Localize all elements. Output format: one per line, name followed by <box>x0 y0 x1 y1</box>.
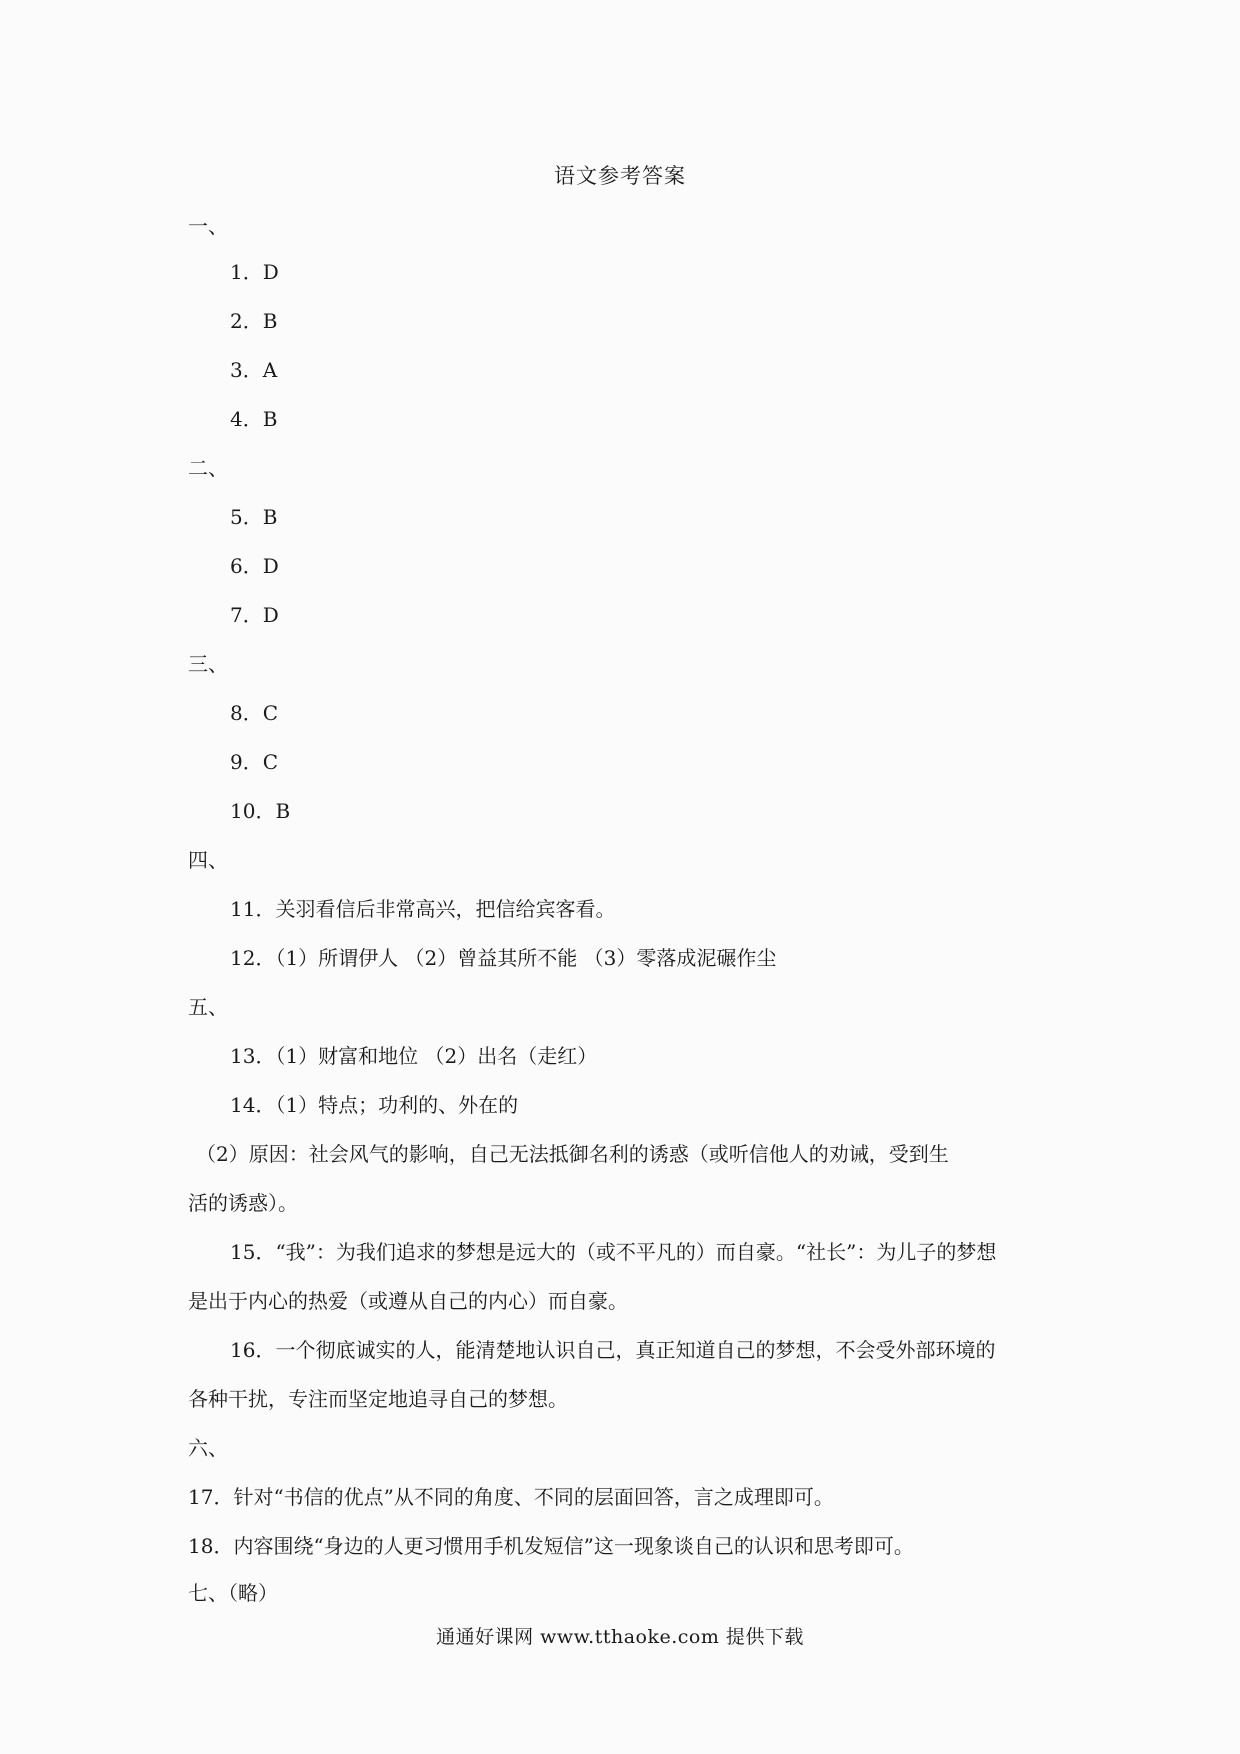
section-heading-6: 六、 <box>188 1436 228 1460</box>
answer-2: 2．B <box>230 309 278 333</box>
answer-3: 3．A <box>230 358 278 382</box>
footer-source: 通通好课网 www.tthaoke.com 提供下载 <box>436 1626 804 1648</box>
answer-14-part-2-line-1: （2）原因：社会风气的影响，自己无法抵御名利的诱惑（或听信他人的劝诫，受到生 <box>196 1142 949 1166</box>
answer-9: 9．C <box>230 750 279 774</box>
section-heading-7: 七、（略） <box>188 1581 278 1605</box>
answer-12: 12．（1）所谓伊人 （2）曾益其所不能 （3）零落成泥碾作尘 <box>230 946 777 970</box>
answer-14-part-2-line-2: 活的诱惑）。 <box>188 1191 298 1215</box>
section-heading-5: 五、 <box>188 995 228 1019</box>
answer-1: 1．D <box>230 260 279 284</box>
answer-4: 4．B <box>230 407 278 431</box>
answer-18: 18．内容围绕“身边的人更习惯用手机发短信”这一现象谈自己的认识和思考即可。 <box>188 1534 914 1558</box>
answer-6: 6．D <box>230 554 279 578</box>
page-title: 语文参考答案 <box>554 164 686 188</box>
section-heading-2: 二、 <box>188 456 228 480</box>
answer-15-line-2: 是出于内心的热爱（或遵从自己的内心）而自豪。 <box>188 1289 628 1313</box>
answer-8: 8．C <box>230 701 279 725</box>
answer-14-part-1: 14．（1）特点；功利的、外在的 <box>230 1093 519 1117</box>
answer-16-line-1: 16．一个彻底诚实的人，能清楚地认识自己，真正知道自己的梦想，不会受外部环境的 <box>230 1338 996 1362</box>
answer-16-line-2: 各种干扰，专注而坚定地追寻自己的梦想。 <box>188 1387 568 1411</box>
answer-5: 5．B <box>230 505 278 529</box>
answer-17: 17．针对“书信的优点”从不同的角度、不同的层面回答，言之成理即可。 <box>188 1485 834 1509</box>
answer-10: 10．B <box>230 799 291 823</box>
section-heading-4: 四、 <box>188 848 228 872</box>
section-heading-3: 三、 <box>188 652 228 676</box>
answer-11: 11．关羽看信后非常高兴，把信给宾客看。 <box>230 897 616 921</box>
section-heading-1: 一、 <box>188 214 228 238</box>
answer-7: 7．D <box>230 603 279 627</box>
answer-15-line-1: 15．“我”：为我们追求的梦想是远大的（或不平凡的）而自豪。“社长”：为儿子的梦想 <box>230 1240 997 1264</box>
answer-13: 13．（1）财富和地位 （2）出名（走红） <box>230 1044 598 1068</box>
